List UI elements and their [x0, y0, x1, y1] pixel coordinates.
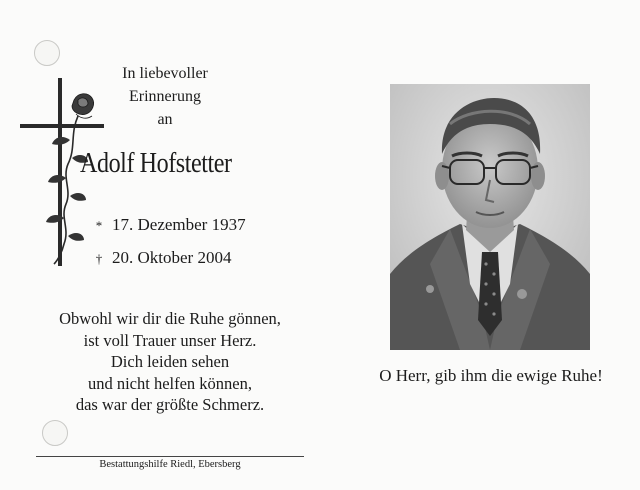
death-date-line [92, 248, 231, 268]
intro-line-1: In liebevoller [122, 65, 208, 82]
deceased-name: Adolf Hofstetter [80, 148, 232, 179]
poem [30, 308, 310, 416]
poem-line: Dich leiden sehen [110, 352, 230, 371]
poem-line: Obwohl wir dir die Ruhe gönnen, [59, 309, 281, 328]
death-cross-icon: † [95, 251, 103, 266]
death-date: 20. Oktober 2004 [112, 248, 232, 267]
portrait-photo [390, 84, 590, 350]
footer-divider [36, 456, 304, 457]
poem-line: ist voll Trauer unser Herz. [83, 330, 257, 350]
intro-text [100, 62, 230, 131]
intro-line-2: Erinnerung [129, 88, 201, 105]
birth-date-line [92, 215, 246, 235]
birth-date: 17. Dezember 1937 [112, 215, 246, 234]
prayer-text: O Herr, gib ihm die ewige Ruhe! [379, 366, 603, 385]
undertaker-credit: Bestattungshilfe Riedl, Ebersberg [99, 459, 241, 470]
intro-line-3: an [157, 111, 173, 128]
poem-line: das war der größte Schmerz. [75, 395, 265, 414]
poem-line: und nicht helfen können, [87, 373, 253, 393]
birth-star-icon: * [95, 218, 103, 233]
punch-hole-bottom [42, 420, 68, 446]
punch-hole-top [34, 40, 60, 66]
